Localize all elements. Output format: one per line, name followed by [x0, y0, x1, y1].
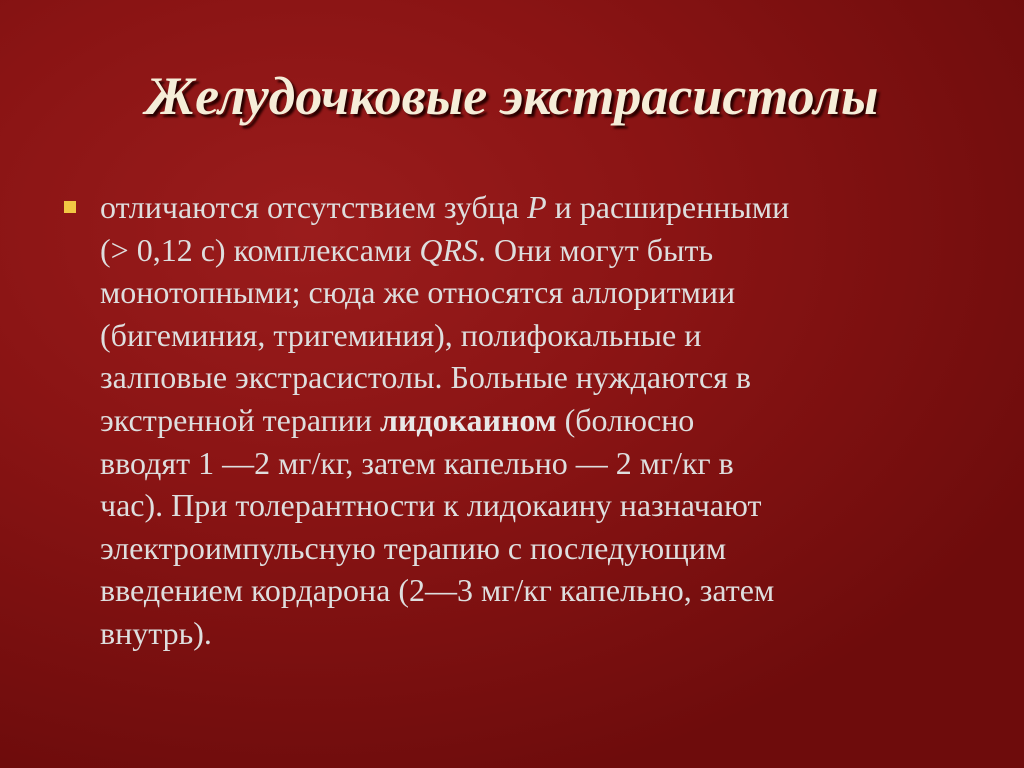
text-segment: (болюсно	[556, 401, 695, 438]
text-line-1	[100, 186, 964, 229]
wave-p-label: P	[527, 189, 547, 225]
text-line-3: монотопными; сюда же относятся аллоритмии	[100, 274, 736, 311]
text-line-4: (бигеминия, тригеминия), полифокальные и	[100, 316, 702, 353]
bullet-text	[100, 186, 964, 655]
bullet-item	[64, 186, 964, 655]
text-line-7: вводят 1 —2 мг/кг, затем капельно — 2 мг/кг в	[100, 444, 734, 481]
text-line-10: введением кордарона (2—3 мг/кг капельно, затем	[100, 572, 775, 609]
qrs-label: QRS	[419, 231, 478, 268]
slide-title: Желудочковые экстрасистолы	[145, 66, 879, 126]
text-segment: . Они могут быть	[478, 231, 714, 268]
square-bullet-icon	[64, 201, 76, 213]
text-segment: экстренной терапии	[100, 401, 380, 438]
text-line-2	[100, 229, 964, 272]
text-segment: отличаются отсутствием зубца	[100, 189, 528, 225]
drug-name-emphasis: лидокаином	[379, 401, 557, 438]
text-line-6	[100, 399, 964, 442]
text-line-9: электроимпульсную терапию с последующим	[100, 529, 727, 566]
text-segment: (> 0,12 с) комплексами	[100, 231, 420, 268]
text-line-5: залповые экстрасистолы. Больные нуждаются в	[100, 359, 751, 396]
text-line-11: внутрь).	[100, 614, 212, 651]
text-line-8: час). При толерантности к лидокаину назначают	[100, 487, 762, 524]
text-segment: и расширенными	[546, 189, 790, 225]
